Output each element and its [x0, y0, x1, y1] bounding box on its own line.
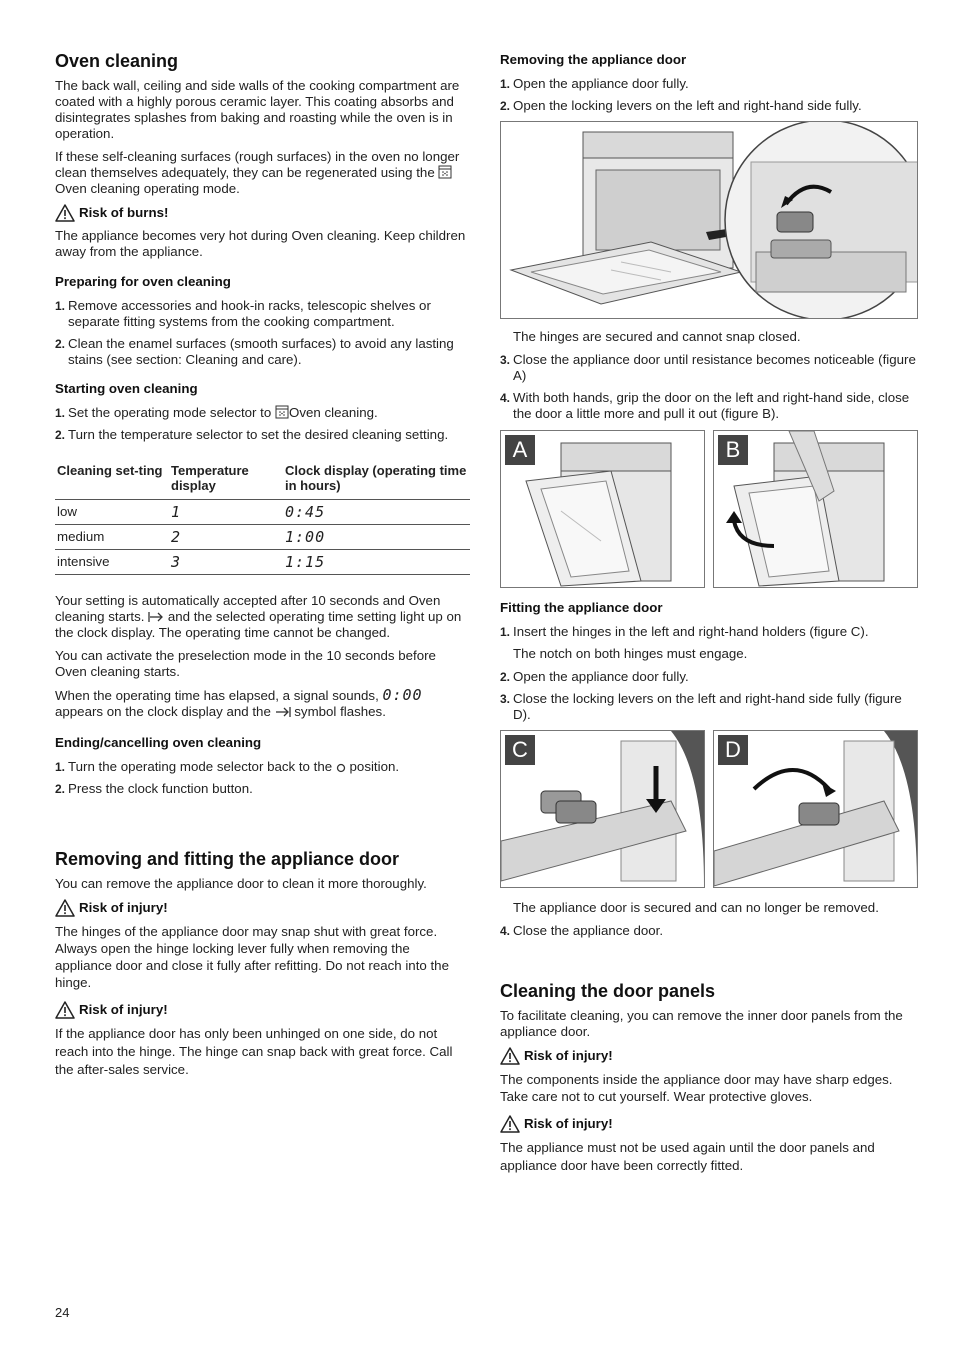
step-number: 2.: [55, 428, 66, 442]
start-arrow-icon: [148, 611, 164, 623]
table-header: Temperature display: [169, 462, 283, 500]
list-item: [500, 669, 918, 685]
warning-title: Risk of injury!: [524, 1048, 613, 1063]
step-number: 2.: [55, 782, 66, 796]
secured-note: The appliance door is secured and can no longer be removed.: [513, 900, 879, 915]
table-header: Cleaning set-ting: [55, 462, 169, 500]
temp-display-cell: 3: [169, 550, 283, 575]
removing-section: [500, 52, 918, 946]
list-item: [500, 98, 918, 114]
step-text: Press the clock function button.: [68, 781, 253, 796]
figure-d: [713, 730, 918, 888]
table-header: Clock display (operating time in hours): [283, 462, 470, 500]
step-text: Close the appliance door until resistance becomes noticeable (figure A): [513, 352, 916, 383]
risk-of-injury-warning: [500, 1047, 918, 1065]
setting-cell: intensive: [55, 550, 169, 575]
step-text-a: Set the operating mode selector to: [68, 405, 272, 420]
off-position-icon: [336, 763, 346, 773]
figure-label-b: B: [718, 435, 748, 465]
warning-text: The appliance becomes very hot during Oven cleaning. Keep children away from the appliance.: [55, 228, 466, 259]
regenerate-text-a: If these self-cleaning surfaces (rough surfaces) in the oven no longer clean themselves adequately, they can be regenerated using the: [55, 149, 460, 180]
step-text-b: Oven cleaning.: [288, 405, 378, 420]
door-panels-intro: To facilitate cleaning, you can remove the inner door panels from the appliance door.: [500, 1008, 903, 1039]
preparing-steps: [55, 298, 470, 368]
step-number: 3.: [500, 692, 511, 706]
warning-triangle-icon: [500, 1047, 520, 1065]
step-number: 1.: [500, 625, 511, 639]
elapsed-text-c: symbol flashes.: [294, 704, 386, 719]
step-number: 1.: [500, 77, 511, 91]
step-text: Remove accessories and hook-in racks, telescopic shelves or separate fitting systems from the cooking compartment.: [68, 298, 431, 329]
step-text-b: position.: [349, 759, 400, 774]
oven-cleaning-section: [55, 50, 470, 804]
step-text: Close the appliance door.: [513, 923, 664, 938]
preselection-text: You can activate the preselection mode in the 10 seconds before Oven cleaning starts.: [55, 648, 436, 679]
fitting-heading: Fitting the appliance door: [500, 600, 663, 615]
figure-a: [500, 430, 705, 588]
step-text: Open the locking levers on the left and right-hand side fully.: [513, 98, 862, 113]
setting-cell: medium: [55, 525, 169, 550]
list-item: [500, 691, 918, 723]
step-number: 2.: [500, 99, 511, 113]
warning-text: The appliance must not be used again until the door panels and appliance door have been correctly fitted.: [500, 1140, 875, 1173]
fitting-steps-final: [500, 923, 918, 939]
step-number: 1.: [55, 760, 66, 774]
oven-cleaning-regenerate: [55, 149, 470, 197]
removing-steps: [500, 76, 918, 114]
setting-cell: low: [55, 500, 169, 525]
oven-cleaning-mode-icon: [438, 165, 452, 179]
removing-steps-cont: [500, 352, 918, 422]
hinge-note: The hinges are secured and cannot snap closed.: [513, 329, 801, 344]
auto-accept-text: [55, 593, 470, 641]
door-panels-heading: Cleaning the door panels: [500, 981, 716, 1001]
door-open-hinge-figure: [500, 121, 918, 319]
figure-label-d: D: [718, 735, 748, 765]
step-text: Close the locking levers on the left and right-hand side fully (figure D).: [513, 691, 902, 722]
table-row: [55, 500, 470, 525]
cleaning-settings-table: [55, 462, 470, 575]
step-number: 3.: [500, 353, 511, 367]
step-text: Open the appliance door fully.: [513, 76, 689, 91]
ending-heading: Ending/cancelling oven cleaning: [55, 735, 262, 750]
figure-c: [500, 730, 705, 888]
page-number: 24: [55, 1305, 70, 1320]
end-arrow-icon: [275, 706, 291, 718]
warning-title: Risk of burns!: [79, 205, 169, 220]
oven-cleaning-mode-icon: [275, 405, 289, 419]
oven-cleaning-intro: The back wall, ceiling and side walls of the cooking compartment are coated with a highly porous ceramic layer. This coating absorbs and disintegrates splashes from baking and roasting while the oven is in operation.: [55, 78, 460, 141]
risk-of-injury-warning: [55, 899, 470, 917]
step-number: 4.: [500, 924, 511, 938]
warning-triangle-icon: [55, 204, 75, 222]
figure-label-c: C: [505, 735, 535, 765]
warning-text: If the appliance door has only been unhinged on one side, do not reach into the hinge. The hinge can snap back with great force. Call the after-sales service.: [55, 1026, 453, 1077]
preparing-heading: Preparing for oven cleaning: [55, 274, 231, 289]
step-number: 4.: [500, 391, 511, 405]
figure-label-a: A: [505, 435, 535, 465]
step-text: With both hands, grip the door on the left and right-hand side, close the door a little more and pull it out (figure B).: [513, 390, 910, 421]
step-text: Open the appliance door fully.: [513, 669, 689, 684]
table-row: [55, 550, 470, 575]
figure-pair-cd: [500, 730, 918, 888]
door-panels-section: [500, 980, 918, 1182]
risk-of-burns-warning: [55, 204, 470, 222]
step-text: Insert the hinges in the left and right-hand holders (figure C).: [513, 624, 869, 639]
starting-steps: [55, 405, 470, 443]
auto-accept-text-b: and the selected operating time setting light up on the clock display. The operating time cannot be changed.: [55, 609, 462, 640]
list-item: [55, 781, 470, 797]
clock-display-cell: 1:00: [283, 525, 470, 550]
list-item: [500, 390, 918, 422]
warning-triangle-icon: [55, 1001, 75, 1019]
fitting-steps: [500, 624, 918, 640]
step-number: 1.: [55, 299, 66, 313]
ending-steps: [55, 759, 470, 797]
list-item: [55, 405, 470, 421]
figure-pair-ab: [500, 430, 918, 588]
step-number: 1.: [55, 406, 66, 420]
step-text: Clean the enamel surfaces (smooth surfaces) to avoid any lasting stains (see section: Cleaning and care).: [68, 336, 454, 367]
fitting-steps-cont: [500, 669, 918, 723]
hinge-illustration: [501, 122, 917, 318]
list-item: [500, 923, 918, 939]
warning-title: Risk of injury!: [79, 1002, 168, 1017]
door-intro: You can remove the appliance door to clean it more thoroughly.: [55, 876, 427, 891]
temp-display-cell: 1: [169, 500, 283, 525]
warning-triangle-icon: [55, 899, 75, 917]
warning-title: Risk of injury!: [524, 1116, 613, 1131]
list-item: [55, 336, 470, 368]
clock-display-cell: 1:15: [283, 550, 470, 575]
list-item: [55, 427, 470, 443]
list-item: [500, 624, 918, 640]
warning-text: The hinges of the appliance door may snap shut with great force. Always open the hinge locking lever fully when removing the appliance door and close it fully after refitting. Do not reach into the hinge.: [55, 924, 449, 990]
list-item: [500, 352, 918, 384]
risk-of-injury-warning: [500, 1115, 918, 1133]
step-text: Turn the temperature selector to set the desired cleaning setting.: [68, 427, 449, 442]
temp-display-cell: 2: [169, 525, 283, 550]
removing-heading: Removing the appliance door: [500, 52, 687, 67]
table-row: [55, 525, 470, 550]
step-number: 2.: [500, 670, 511, 684]
risk-of-injury-warning: [55, 1001, 470, 1019]
oven-cleaning-heading: Oven cleaning: [55, 51, 179, 71]
regenerate-text-b: Oven cleaning operating mode.: [55, 181, 240, 196]
door-heading: Removing and fitting the appliance door: [55, 849, 400, 869]
list-item: [55, 759, 470, 775]
elapsed-text: [55, 687, 470, 720]
elapsed-text-b: appears on the clock display and the: [55, 704, 271, 719]
notch-note: The notch on both hinges must engage.: [513, 646, 748, 661]
warning-text: The components inside the appliance door may have sharp edges. Take care not to cut yourself. Wear protective gloves.: [500, 1072, 893, 1104]
clock-zero-display: 0:00: [382, 686, 423, 704]
list-item: [500, 76, 918, 92]
warning-title: Risk of injury!: [79, 900, 168, 915]
warning-triangle-icon: [500, 1115, 520, 1133]
step-number: 2.: [55, 337, 66, 351]
auto-accept-text-a: Your setting is automatically accepted after 10 seconds and Oven cleaning starts.: [55, 593, 441, 624]
figure-b: [713, 430, 918, 588]
starting-heading: Starting oven cleaning: [55, 381, 198, 396]
clock-display-cell: 0:45: [283, 500, 470, 525]
step-text-a: Turn the operating mode selector back to the: [68, 759, 333, 774]
door-section: [55, 848, 470, 1086]
elapsed-text-a: When the operating time has elapsed, a signal sounds,: [55, 688, 379, 703]
list-item: [55, 298, 470, 330]
